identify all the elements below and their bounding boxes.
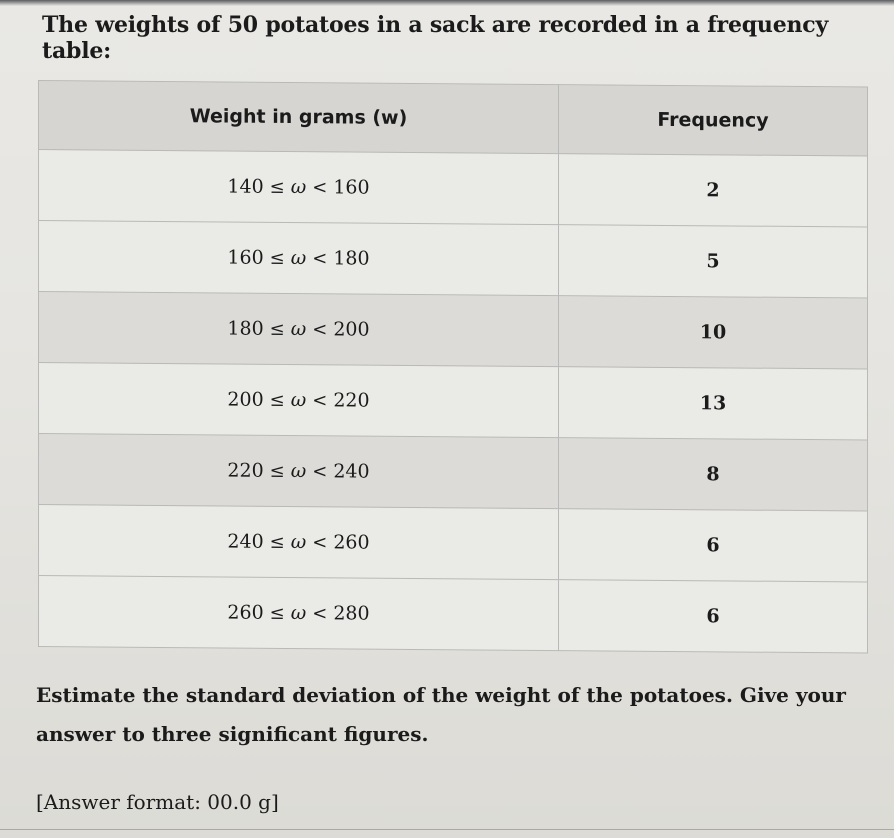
table-row xyxy=(39,434,868,512)
lt-symbol: < xyxy=(312,319,328,341)
table-row xyxy=(39,505,868,583)
le-symbol: ≤ xyxy=(269,602,285,624)
frequency-cell: 10 xyxy=(559,296,868,369)
weight-interval xyxy=(39,150,559,225)
lt-symbol: < xyxy=(312,603,328,625)
frequency-table xyxy=(38,80,868,654)
upper-bound: 260 xyxy=(333,531,370,554)
table-row xyxy=(39,221,868,299)
lt-symbol: < xyxy=(312,532,328,554)
lower-bound: 260 xyxy=(227,601,264,624)
frequency-cell: 6 xyxy=(559,580,868,653)
table-row xyxy=(39,292,868,370)
weight-interval xyxy=(39,292,559,367)
top-shadow xyxy=(0,0,894,6)
variable: ω xyxy=(290,601,307,625)
frequency-cell: 2 xyxy=(559,154,868,227)
table-row xyxy=(39,363,868,441)
variable: ω xyxy=(290,246,307,270)
prompt-text: The weights of 50 potatoes in a sack are recorded in a frequency table: xyxy=(42,12,829,64)
upper-bound: 280 xyxy=(333,602,370,625)
header-frequency: Frequency xyxy=(559,85,868,156)
table-row xyxy=(39,576,868,654)
answer-format: [Answer format: 00.0 g] xyxy=(36,790,279,814)
frequency-cell: 5 xyxy=(559,225,868,298)
lower-bound: 200 xyxy=(227,388,264,411)
upper-bound: 180 xyxy=(333,247,370,270)
bottom-divider xyxy=(0,829,894,830)
lt-symbol: < xyxy=(312,461,328,483)
lt-symbol: < xyxy=(312,177,328,199)
lower-bound: 220 xyxy=(227,459,264,482)
weight-interval xyxy=(39,505,559,580)
lt-symbol: < xyxy=(312,248,328,270)
lower-bound: 240 xyxy=(227,530,264,553)
variable: ω xyxy=(290,317,307,341)
variable: ω xyxy=(290,388,307,412)
weight-interval xyxy=(39,221,559,296)
weight-interval xyxy=(39,363,559,438)
lower-bound: 180 xyxy=(227,317,264,340)
le-symbol: ≤ xyxy=(269,531,285,553)
upper-bound: 240 xyxy=(333,460,370,483)
table-row xyxy=(39,150,868,228)
variable: ω xyxy=(290,175,307,199)
table-header-row xyxy=(39,81,868,157)
weight-interval xyxy=(39,576,559,651)
frequency-cell: 13 xyxy=(559,367,868,440)
le-symbol: ≤ xyxy=(269,247,285,269)
le-symbol: ≤ xyxy=(269,318,285,340)
frequency-cell: 8 xyxy=(559,438,868,511)
header-weight: Weight in grams (w) xyxy=(39,81,559,154)
upper-bound: 160 xyxy=(333,176,370,199)
frequency-cell: 6 xyxy=(559,509,868,582)
question-text: Estimate the standard deviation of the weight of the potatoes. Give your answer to three significant figures. xyxy=(36,683,846,746)
frequency-table-container xyxy=(38,80,868,643)
le-symbol: ≤ xyxy=(269,389,285,411)
variable: ω xyxy=(290,459,307,483)
le-symbol: ≤ xyxy=(269,176,285,198)
lt-symbol: < xyxy=(312,390,328,412)
le-symbol: ≤ xyxy=(269,460,285,482)
lower-bound: 140 xyxy=(227,175,264,198)
upper-bound: 200 xyxy=(333,318,370,341)
weight-interval xyxy=(39,434,559,509)
lower-bound: 160 xyxy=(227,246,264,269)
variable: ω xyxy=(290,530,307,554)
upper-bound: 220 xyxy=(333,389,370,412)
